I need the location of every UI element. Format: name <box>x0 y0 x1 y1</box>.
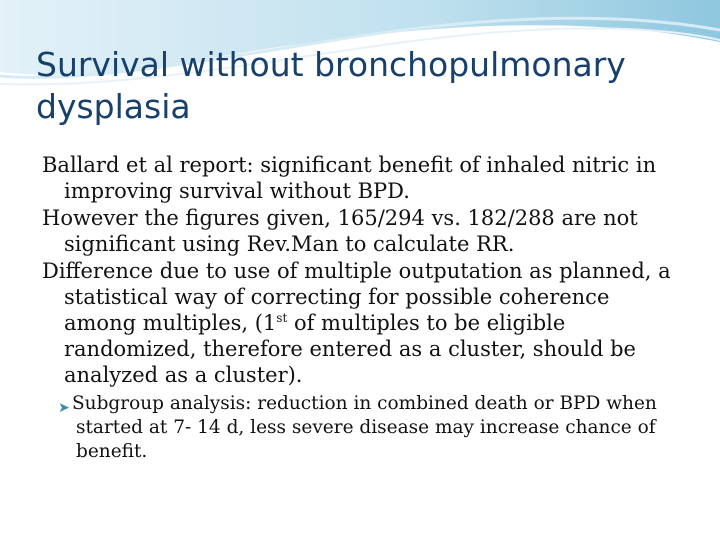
bullet-icon: ➤ <box>58 400 70 416</box>
body-paragraph: Ballard et al report: significant benefit of inhaled nitric in improving survival without BPD. <box>42 153 657 203</box>
slide-title: Survival without bronchopulmonary dysplasia <box>36 45 626 126</box>
superscript: st <box>276 311 288 325</box>
paragraph-text: of multiples to be eligible randomized, therefore entered as a cluster, should be analyzed as a cluster). <box>64 311 636 387</box>
body-paragraph: However the figures given, 165/294 vs. 182/288 are not significant using Rev.Man to calculate RR. <box>42 206 638 256</box>
slide-body <box>36 152 686 464</box>
paragraph-text: Difference due to use of multiple outputation as planned, a statistical way of correcting for possible coherence among multiples, (1 <box>42 259 671 335</box>
sub-bullet-item <box>36 392 686 464</box>
sub-bullet-text: Subgroup analysis: reduction in combined death or BPD when started at 7- 14 d, less severe disease may increase chance of benefit. <box>72 393 657 462</box>
body-paragraph <box>36 258 686 388</box>
